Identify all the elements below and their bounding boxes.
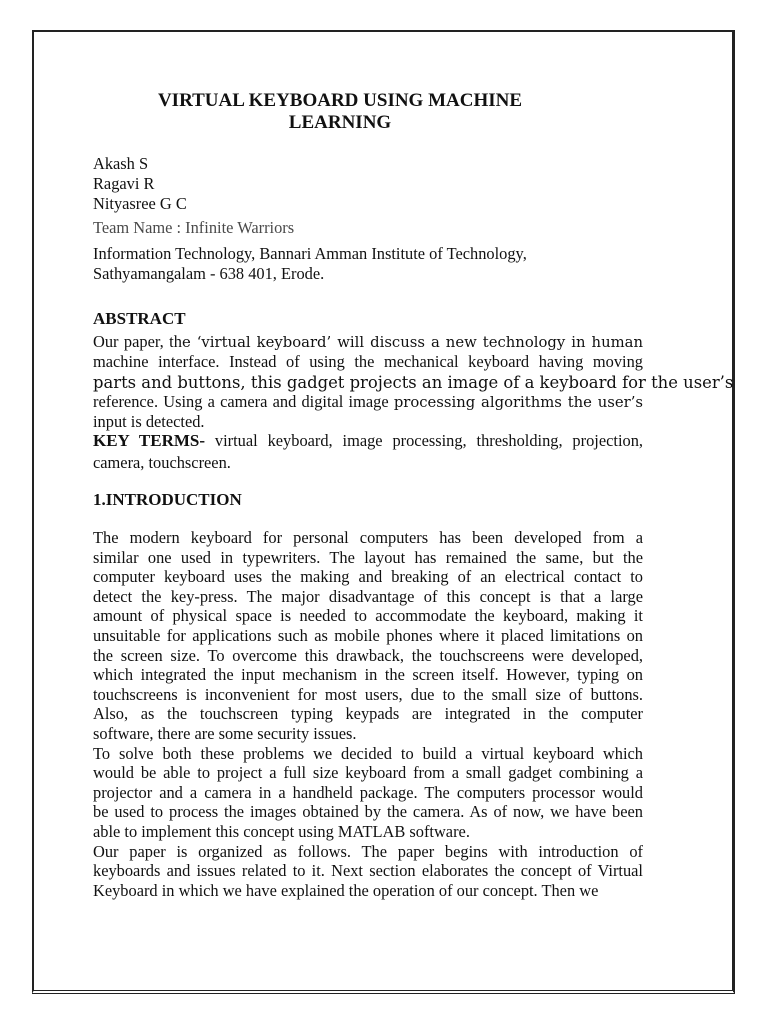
author-1: Akash S	[93, 154, 149, 173]
abstract-text-emphasis: e ‘virtual keyboard’ will discuss a new technology in human	[181, 334, 643, 351]
introduction-line: To solve both these problems we decided to build a virtual keyboard which	[93, 743, 643, 763]
key-terms-label: KEY TERMS-	[93, 431, 206, 450]
introduction-line: able to implement this concept using MATLAB software.	[93, 822, 470, 841]
introduction-line: similar one used in typewriters. The layout has remained the same, but the	[93, 547, 643, 567]
introduction-heading: 1.INTRODUCTION	[93, 490, 242, 509]
key-terms-text: virtual keyboard, image processing, thresholding, projection,	[205, 431, 643, 450]
introduction-line: Also, as the touchscreen typing keypads are integrated in the computer	[93, 704, 643, 724]
introduction-line: The modern keyboard for personal computers has been developed from a	[93, 528, 643, 547]
key-terms-line-1	[93, 431, 643, 451]
introduction-line: which integrated the input mechanism in the screen itself. However, typing on	[93, 665, 643, 685]
introduction-line: touchscreens is inconvenient for most users, due to the small size of buttons.	[93, 684, 643, 704]
abstract-text: Our paper, th	[93, 332, 182, 351]
introduction-line: keyboards and issues related to it. Next section elaborates the concept of Virtual	[93, 861, 643, 881]
team-name: Team Name : Infinite Warriors	[93, 218, 295, 237]
abstract-line-4	[93, 392, 643, 413]
introduction-line: detect the key-press. The major disadvantage of this concept is that a large	[93, 586, 643, 606]
introduction-line: unsuitable for applications such as mobile phones where it placed limitations on	[93, 626, 643, 645]
introduction-line: the screen size. To overcome this drawback, the touchscreens were developed,	[93, 645, 643, 665]
introduction-line: would be able to project a full size keyboard from a small gadget combining a	[93, 763, 643, 783]
abstract-line-2: machine interface. Instead of using the mechanical keyboard having moving	[93, 352, 643, 371]
introduction-line: be used to process the images obtained by the camera. As of now, we have been	[93, 802, 643, 822]
author-3: Nityasree G C	[93, 194, 187, 213]
introduction-line: Our paper is organized as follows. The paper begins with introduction of	[93, 841, 643, 861]
abstract-text: reference. Using a camera and digital image	[93, 392, 394, 411]
abstract-line-1	[93, 332, 643, 353]
affiliation-line-2: Sathyamangalam - 638 401, Erode.	[93, 264, 325, 283]
paper-title-line-2: LEARNING	[288, 112, 392, 133]
abstract-text-emphasis: processing algorithms the user’s	[393, 394, 643, 411]
affiliation-line-1: Information Technology, Bannari Amman Institute of Technology,	[93, 244, 527, 263]
abstract-line-3: parts and buttons, this gadget projects an image of a keyboard for the user’s	[93, 373, 734, 392]
abstract-line-5: input is detected.	[93, 412, 205, 431]
author-2: Ragavi R	[93, 174, 155, 193]
introduction-line: Keyboard in which we have explained the operation of our concept. Then we	[93, 880, 599, 900]
introduction-line: projector and a camera in a handheld package. The computers processor would	[93, 782, 643, 802]
introduction-line: computer keyboard uses the making and breaking of an electrical contact to	[93, 567, 643, 587]
introduction-line: amount of physical space is needed to accommodate the keyboard, making it	[93, 606, 643, 626]
introduction-line: software, there are some security issues.	[93, 724, 357, 743]
abstract-heading: ABSTRACT	[93, 309, 186, 328]
paper-title-line-1: VIRTUAL KEYBOARD USING MACHINE	[157, 90, 523, 111]
key-terms-line-2: camera, touchscreen.	[93, 453, 231, 472]
